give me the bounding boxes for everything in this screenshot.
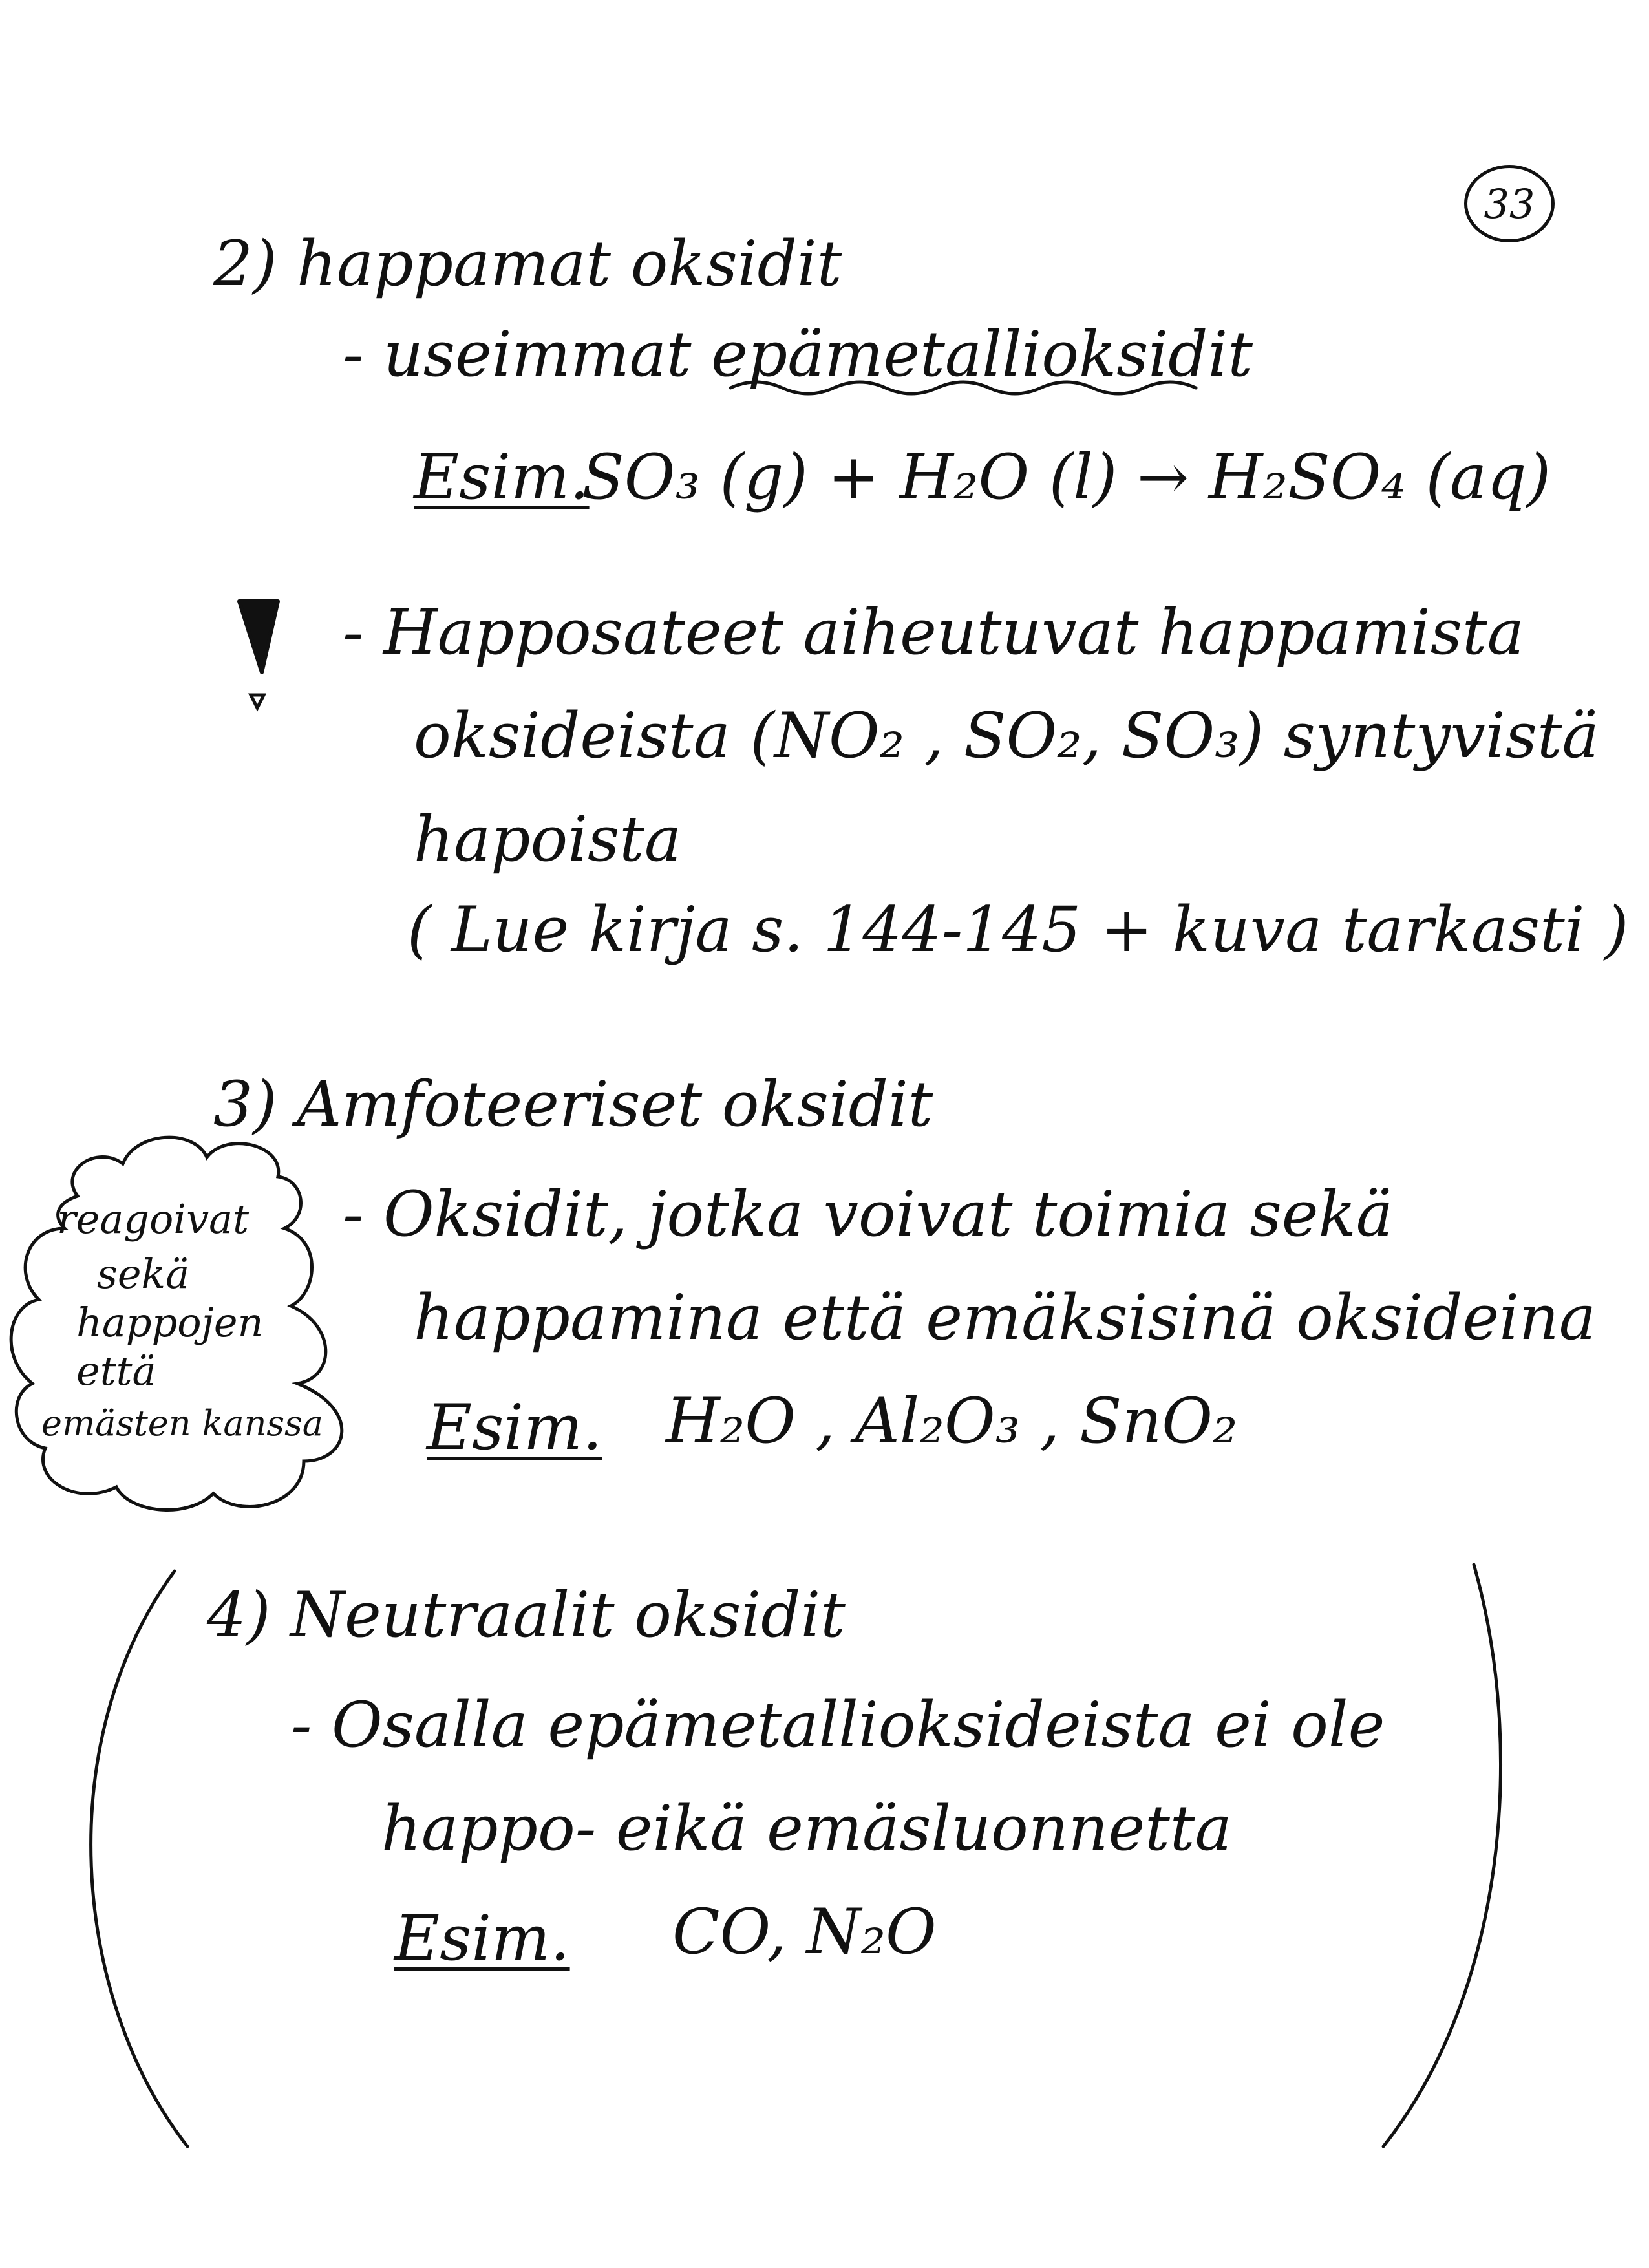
section2-warning-line3: hapoista — [414, 803, 682, 875]
section2-bullet-text: - useimmat epämetallioksidit — [343, 318, 1253, 390]
section2-heading: 2) happamat oksidit — [213, 228, 842, 300]
section2-warning-line1: - Happosateet aiheutuvat happamista — [343, 596, 1524, 669]
section3-example-values: H₂O , Al₂O₃ , SnO₂ — [666, 1385, 1238, 1457]
cloud-outline-icon — [11, 1137, 342, 1510]
section3-heading: 3) Amfoteeriset oksidit — [213, 1068, 933, 1140]
right-parenthesis — [1383, 1565, 1500, 2146]
section3-bullet-line1: - Oksidit, jotka voivat toimia sekä — [343, 1178, 1393, 1250]
section2-warning-line4: ( Lue kirja s. 144-145 + kuva tarkasti ) — [407, 893, 1629, 966]
section3-example-label: Esim. — [427, 1391, 602, 1464]
section2-example-label: Esim. — [414, 441, 590, 513]
left-parenthesis — [91, 1571, 187, 2146]
section2-example-equation: SO₃ (g) + H₂O (l) → H₂SO₄ (aq) — [582, 441, 1551, 513]
section4-bullet-line1: - Osalla epämetallioksideista ei ole — [291, 1689, 1385, 1761]
section4-bullet-line2: happo- eikä emäsluonnetta — [381, 1792, 1232, 1865]
cloud-note-line3: happojen — [76, 1299, 264, 1346]
section3-bullet-line2: happamina että emäksisinä oksideina — [414, 1281, 1596, 1354]
section4-example-values: CO, N₂O — [672, 1896, 937, 1968]
exclamation-warning-icon — [239, 601, 278, 708]
section4-heading: 4) Neutraalit oksidit — [207, 1579, 846, 1651]
cloud-note-line4: että — [76, 1347, 156, 1395]
cloud-note-line2: sekä — [97, 1250, 190, 1298]
cloud-note-line1: reagoivat — [57, 1195, 250, 1243]
section4-example-label: Esim. — [394, 1902, 570, 1974]
cloud-note-line5: emästen kanssa — [41, 1403, 323, 1444]
page-number-text: 33 — [1484, 180, 1535, 228]
section2-warning-line2: oksideista (NO₂ , SO₂, SO₃) syntyvistä — [414, 700, 1599, 772]
wavy-underline — [730, 382, 1196, 394]
